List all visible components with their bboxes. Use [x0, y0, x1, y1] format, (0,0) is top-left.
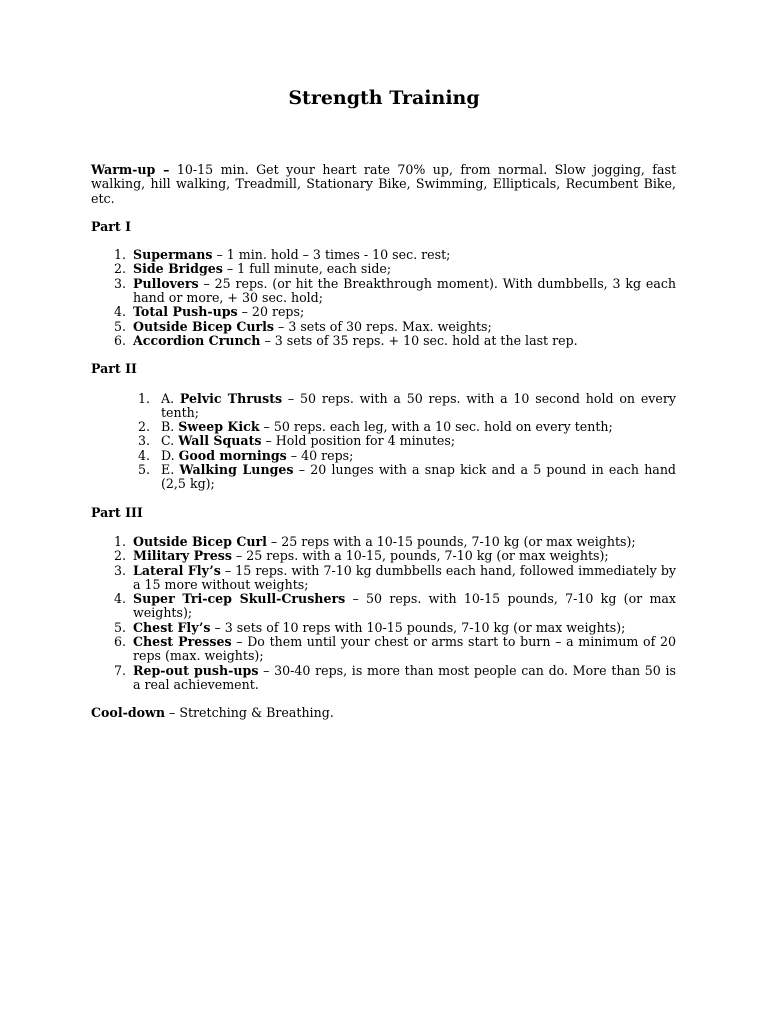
cooldown-paragraph	[91, 706, 676, 720]
list-item	[91, 305, 676, 319]
exercise-detail: – 30-40 reps, is more than most people can do. More than 50 is a real achievement.	[133, 662, 677, 692]
part2-heading: Part II	[91, 361, 137, 377]
cooldown-label: Cool-down	[91, 705, 166, 721]
list-item-number: 4.	[113, 591, 126, 607]
warmup-label: Warm-up –	[91, 162, 170, 177]
list-item	[91, 664, 676, 693]
item-letter: A.	[161, 390, 180, 406]
part3-heading: Part III	[91, 504, 143, 520]
list-item-number: 3.	[137, 433, 150, 449]
exercise-detail: – 1 full minute, each side;	[222, 261, 392, 277]
list-item	[91, 635, 676, 664]
exercise-detail: – 20 lunges with a snap kick and a 5 pound in each hand (2,5 kg);	[161, 462, 676, 492]
exercise-name: Supermans	[133, 247, 213, 263]
list-item	[91, 549, 676, 563]
exercise-name: Pullovers	[133, 275, 199, 291]
item-letter: D.	[161, 447, 179, 463]
exercise-name: Military Press	[133, 548, 232, 564]
cooldown-text: – Stretching & Breathing.	[165, 705, 334, 721]
list-item	[91, 248, 676, 262]
exercise-name: Chest Fly’s	[133, 619, 211, 635]
list-item-number: 2.	[113, 261, 126, 277]
list-item-number: 1.	[137, 390, 150, 406]
exercise-detail: – 25 reps with a 10-15 pounds, 7-10 kg (or max weights);	[266, 533, 636, 549]
list-item	[91, 334, 676, 348]
list-item	[91, 277, 676, 306]
exercise-detail: – 50 reps. each leg, with a 10 sec. hold on every tenth;	[259, 419, 613, 435]
document-body	[91, 163, 676, 721]
document-title: Strength Training	[288, 87, 480, 109]
exercise-name: Outside Bicep Curls	[133, 318, 275, 334]
item-letter: C.	[161, 433, 179, 449]
list-item-number: 5.	[137, 462, 150, 478]
exercise-detail: – 3 sets of 10 reps with 10-15 pounds, 7-10 kg (or max weights);	[210, 619, 626, 635]
part3-list	[91, 535, 676, 692]
list-item	[91, 320, 676, 334]
list-item-number: 3.	[113, 275, 126, 291]
warmup-paragraph	[91, 163, 676, 206]
list-item-number: 1.	[113, 533, 126, 549]
exercise-detail: – 25 reps. with a 10-15, pounds, 7-10 kg (or max weights);	[231, 548, 609, 564]
exercise-name: Sweep Kick	[178, 419, 260, 435]
exercise-name: Good mornings	[178, 447, 287, 463]
list-item	[91, 463, 676, 492]
exercise-detail: – 3 sets of 30 reps. Max. weights;	[274, 318, 492, 334]
list-item-number: 5.	[113, 318, 126, 334]
part1-list	[91, 248, 676, 348]
list-item	[91, 420, 676, 434]
part1-heading: Part I	[91, 218, 132, 234]
exercise-name: Rep-out push-ups	[133, 662, 259, 678]
list-item	[91, 621, 676, 635]
list-item-number: 4.	[113, 304, 126, 320]
exercise-detail: – Do them until your chest or arms start to burn – a minimum of 20 reps (max. weights);	[133, 634, 676, 664]
list-item-number: 2.	[113, 548, 126, 564]
exercise-detail: – 20 reps;	[237, 304, 305, 320]
exercise-detail: – 15 reps. with 7-10 kg dumbbells each hand, followed immediately by a 15 more without weights;	[133, 562, 676, 592]
list-item	[91, 262, 676, 276]
list-item-number: 5.	[113, 619, 126, 635]
list-item	[91, 449, 676, 463]
exercise-name: Side Bridges	[133, 261, 223, 277]
exercise-name: Total Push-ups	[133, 304, 238, 320]
exercise-detail: – 40 reps;	[286, 447, 354, 463]
list-item-number: 6.	[113, 634, 126, 650]
exercise-detail: – 1 min. hold – 3 times - 10 sec. rest;	[212, 247, 451, 263]
list-item-number: 3.	[113, 562, 126, 578]
exercise-name: Pelvic Thrusts	[179, 390, 283, 406]
exercise-name: Super Tri-cep Skull-Crushers	[133, 591, 346, 607]
exercise-detail: – 50 reps. with a 50 reps. with a 10 second hold on every tenth;	[161, 390, 677, 420]
list-item	[91, 434, 676, 448]
exercise-name: Accordion Crunch	[133, 332, 261, 348]
list-item-number: 1.	[113, 247, 126, 263]
list-item	[91, 592, 676, 621]
exercise-name: Chest Presses	[133, 634, 232, 650]
list-item	[91, 392, 676, 421]
list-item-number: 2.	[137, 419, 150, 435]
exercise-name: Wall Squats	[178, 433, 262, 449]
list-item-number: 6.	[113, 332, 126, 348]
exercise-detail: – Hold position for 4 minutes;	[261, 433, 456, 449]
item-letter: B.	[161, 419, 179, 435]
exercise-name: Lateral Fly’s	[133, 562, 221, 578]
exercise-name: Outside Bicep Curl	[133, 533, 267, 549]
part2-list	[91, 392, 676, 492]
item-letter: E.	[161, 462, 180, 478]
warmup-text: 10-15 min. Get your heart rate 70% up, from normal. Slow jogging, fast walking, hill walking, Treadmill, Stationary Bike, Swimming, Ellipticals, Recumbent Bike, etc.	[91, 162, 676, 206]
exercise-detail: – 25 reps. (or hit the Breakthrough moment). With dumbbells, 3 kg each hand or more, + 30 sec. hold;	[133, 275, 676, 306]
exercise-detail: – 50 reps. with 10-15 pounds, 7-10 kg (or max weights);	[133, 591, 676, 621]
exercise-detail: – 3 sets of 35 reps. + 10 sec. hold at the last rep.	[260, 332, 578, 348]
list-item-number: 4.	[137, 447, 150, 463]
list-item-number: 7.	[113, 662, 126, 678]
list-item	[91, 535, 676, 549]
list-item	[91, 564, 676, 593]
exercise-name: Walking Lunges	[179, 462, 294, 478]
